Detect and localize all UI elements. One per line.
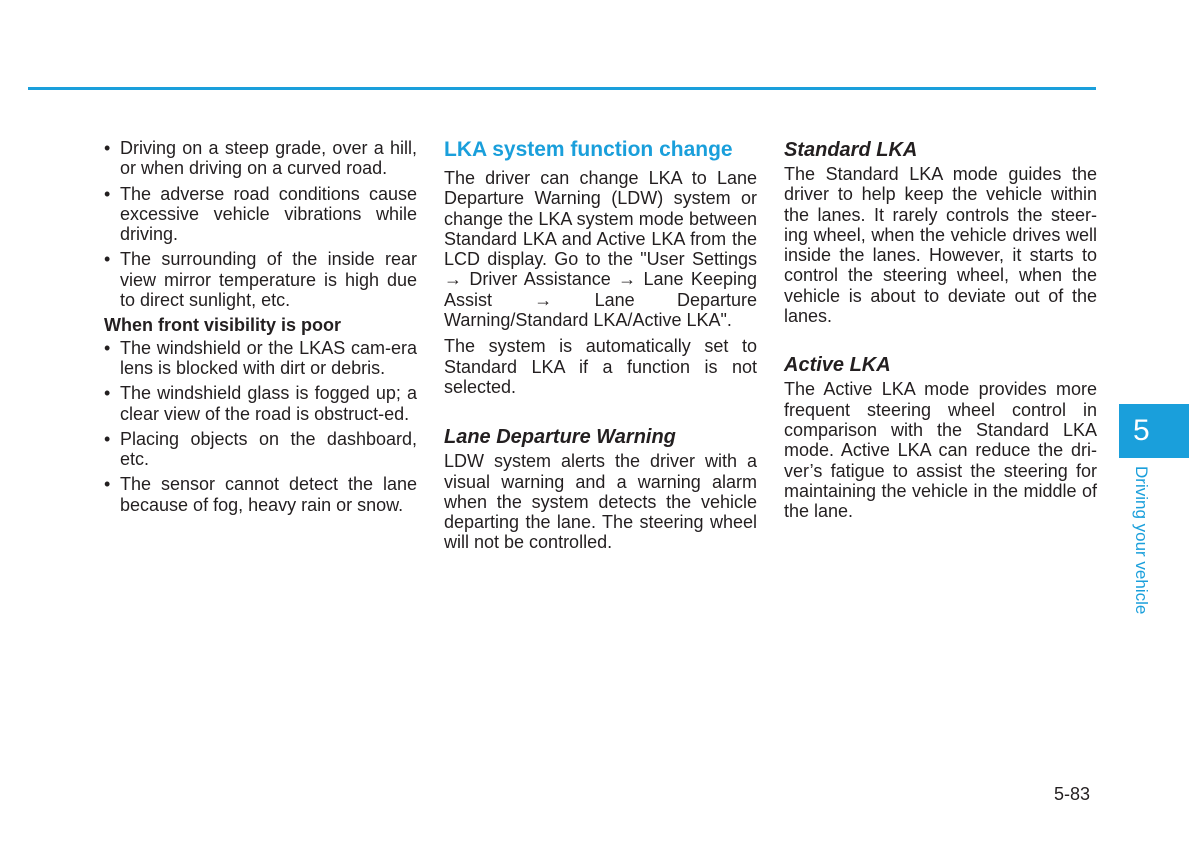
column-left [104, 138, 417, 520]
active-lka-heading: Active LKA [784, 354, 891, 377]
list-item: • The windshield or the LKAS cam-era lens is blocked with dirt or debris. [104, 337, 417, 378]
bullet-icon: • [104, 474, 111, 495]
column-middle [444, 138, 757, 559]
conditions-list [104, 138, 417, 310]
ldw-heading: Lane Departure Warning [444, 426, 676, 449]
list-item: • Driving on a steep grade, over a hill, or when driving on a curved road. [104, 138, 417, 179]
column-right [784, 138, 1097, 521]
header-rule [28, 87, 1096, 90]
bullet-icon: • [104, 428, 111, 449]
standard-lka-heading: Standard LKA [784, 139, 918, 161]
bullet-icon: • [104, 183, 111, 204]
bullet-icon: • [104, 383, 111, 404]
bullet-icon: • [104, 138, 111, 158]
active-lka-paragraph: The Active LKA mode provides more frequent steering wheel control in comparison with the Standard LKA mode. Active LKA can reduce the dri-ver’s fatigue to assist the steering for maintaining the vehicle in the middle of the lane. [784, 379, 1097, 522]
bullet-icon: • [104, 249, 111, 270]
page-number: 5-83 [1054, 784, 1091, 804]
visibility-subheading: When front visibility is poor [104, 315, 342, 336]
section-title: LKA system function change [444, 138, 733, 161]
chapter-tab: 5 [1119, 404, 1189, 458]
visibility-list [104, 338, 417, 515]
default-mode-paragraph: The system is automatically set to Standard LKA if a function is not selected. [444, 336, 757, 397]
ldw-paragraph: LDW system alerts the driver with a visual warning and a warning alarm when the system detects the vehicle departing the lane. The steering wheel will not be controlled. [444, 451, 757, 553]
chapter-title: Driving your vehicle [1132, 466, 1151, 615]
list-item: • The surrounding of the inside rear view mirror temperature is high due to direct sunlight, etc. [104, 249, 417, 311]
list-item: • The adverse road conditions cause excessive vehicle vibrations while driving. [104, 183, 417, 245]
standard-lka-paragraph: The Standard LKA mode guides the driver to help keep the vehicle within the lanes. It rarely controls the steer-ing wheel, when the vehicle drives well inside the lanes. However, it starts to control the steering wheel, when the vehicle is about to deviate out of the lanes. [784, 164, 1097, 327]
bullet-icon: • [104, 337, 111, 358]
list-item: • Placing objects on the dashboard, etc. [104, 428, 417, 470]
list-item: • The windshield glass is fogged up; a clear view of the road is obstruct-ed. [104, 383, 417, 424]
function-change-paragraph: The driver can change LKA to Lane Departure Warning (LDW) system or change the LKA system mode between Standard LKA and Active LKA from the LCD display. Go to the "User Settings → Driver Assistance → Lane Keeping Assist → Lane Departure Warning/Standard LKA/Active LKA". [444, 168, 757, 331]
list-item: • The sensor cannot detect the lane because of fog, heavy rain or snow. [104, 474, 417, 515]
